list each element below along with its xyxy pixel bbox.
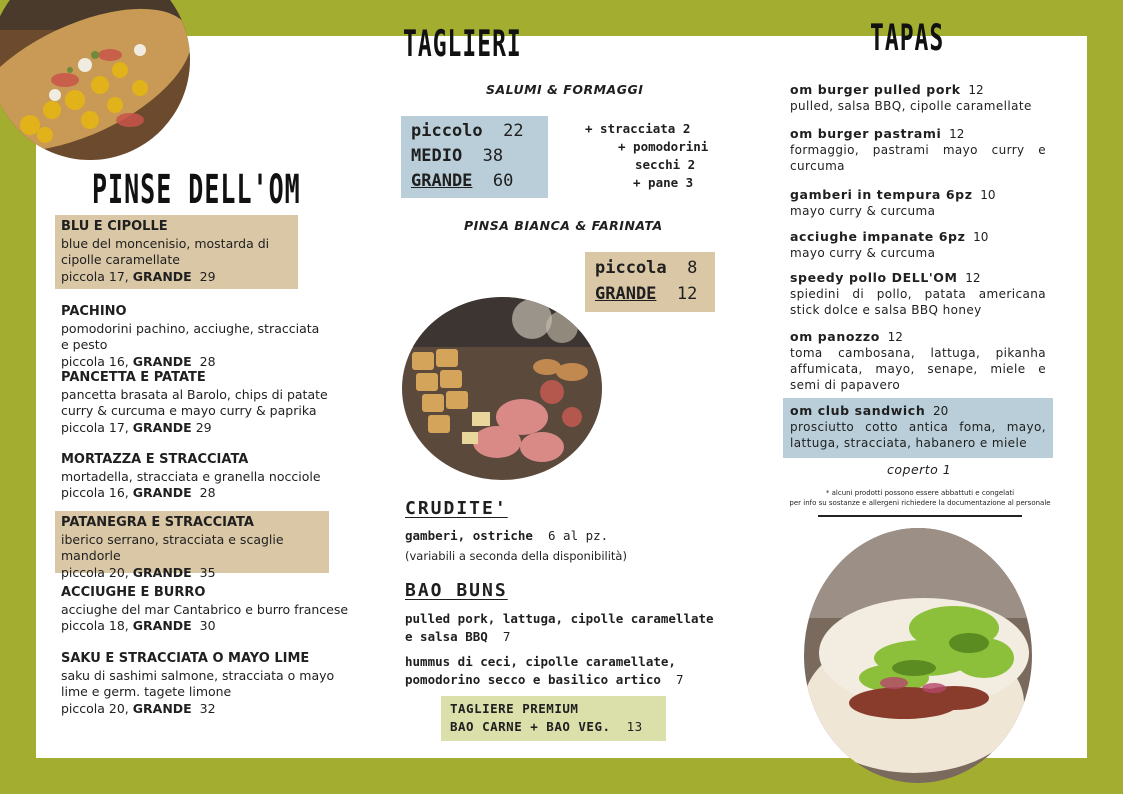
tagliere-size: piccolo 22 [411, 121, 524, 141]
pinsa-price: piccola 18, GRANDE 30 [61, 618, 216, 633]
bao-title: BAO BUNS [405, 580, 508, 601]
pinsa-item [55, 581, 355, 639]
pinsa-price: piccola 17, GRANDE 29 [61, 419, 212, 435]
pinse-section-title: PINSE DELL'OM [92, 166, 301, 213]
tagliere-size: MEDIO 38 [411, 146, 504, 166]
pinsa-name: PACHINO [61, 304, 127, 319]
pinsa-desc: mortadella, stracciata e granella nocciole [61, 468, 321, 484]
bao-item: hummus di ceci, cipolle caramellate, pomodorino secco e basilico artico 7 [405, 654, 684, 687]
crudite-title: CRUDITE' [405, 498, 508, 519]
premium-line: BAO CARNE + BAO VEG. 13 [450, 719, 643, 734]
tapas-item: om burger pastrami 12 formaggio, pastrami mayo curry e curcuma [790, 126, 1046, 173]
tagliere-size: GRANDE 60 [411, 171, 514, 191]
pinsa-item [55, 300, 335, 374]
taglieri-sizes-box [401, 116, 548, 198]
footer-note: * alcuni prodotti possono essere abbattuti e congelati per info su sostanze e allergeni richiedere la documentazione al personale [789, 489, 1051, 507]
taglieri-extras [585, 120, 708, 192]
pinsa-bianca-subtitle: PINSA BIANCA & FARINATA [464, 218, 663, 233]
extra-stracciata: + stracciata 2 [585, 121, 691, 136]
pinsa-price: piccola 17, GRANDE 29 [61, 268, 216, 284]
tapas-item: speedy pollo DELL'OM 12 spiedini di pollo, patata americana stick dolce e salsa BBQ honey [790, 270, 1046, 317]
tapas-item: om panozzo 12 toma cambosana, lattuga, pikanha affumicata, mayo, senape, miele e semi di papavero [790, 329, 1046, 392]
tapas-item: gamberi in tempura 6pz 10 mayo curry & curcuma [790, 187, 996, 218]
extra-pane: + pane 3 [633, 175, 694, 190]
pinsa-item [55, 366, 355, 440]
pinsa-name: ACCIUGHE E BURRO [61, 585, 206, 600]
pinsa-name: PATANEGRA E STRACCIATA [61, 515, 254, 530]
pinsa-bianca-size: GRANDE 12 [595, 284, 698, 304]
pinsa-name: SAKU E STRACCIATA O MAYO LIME [61, 651, 310, 666]
footer-divider [818, 515, 1022, 517]
crudite-note: (variabili a seconda della disponibilità) [405, 549, 627, 563]
bao-photo [804, 528, 1032, 783]
pinsa-desc: saku di sashimi salmone, stracciata o mayo lime e germ. tagete limone [61, 667, 335, 699]
extra-pomodorini: + pomodorini [618, 139, 709, 154]
pinsa-item [55, 448, 355, 506]
pinsa-name: PANCETTA E PATATE [61, 370, 206, 385]
pinsa-bianca-sizes-box [585, 252, 715, 312]
tapas-item: acciughe impanate 6pz 10 mayo curry & curcuma [790, 229, 989, 260]
pinsa-item [55, 647, 355, 721]
tapas-section-title: TAPAS [870, 18, 945, 60]
pinsa-desc: pancetta brasata al Barolo, chips di patate curry & curcuma e mayo curry & paprika [61, 386, 328, 418]
pinsa-price: piccola 20, GRANDE 32 [61, 700, 216, 716]
pinsa-desc: blue del moncenisio, mostarda di cipolle caramellate [61, 235, 270, 267]
bao-item: pulled pork, lattuga, cipolle caramellate e salsa BBQ 7 [405, 611, 714, 644]
coperto: coperto 1 [887, 462, 952, 477]
pinsa-price: piccola 20, GRANDE 35 [61, 564, 216, 580]
pinsa-name: MORTAZZA E STRACCIATA [61, 452, 249, 467]
pinsa-desc: acciughe del mar Cantabrico e burro francese [61, 601, 349, 617]
salumi-subtitle: SALUMI & FORMAGGI [486, 82, 644, 97]
crudite-item: gamberi, ostriche 6 al pz. [405, 528, 609, 543]
pinsa-price: piccola 16, GRANDE 28 [61, 353, 216, 369]
pinsa-desc: iberico serrano, stracciata e scaglie mandorle [61, 531, 284, 563]
tapas-item: om club sandwich 20 prosciutto cotto antica foma, mayo, lattuga, stracciata, habanero e miele [790, 403, 1046, 450]
pinsa-desc: pomodorini pachino, acciughe, stracciata e pesto [61, 320, 320, 352]
tagliere-premium-box [441, 696, 666, 741]
pinsa-item [55, 215, 298, 289]
premium-title: TAGLIERE PREMIUM [450, 701, 579, 716]
tapas-item: om burger pulled pork 12 pulled, salsa BBQ, cipolle caramellate [790, 82, 1032, 113]
tagliere-photo [402, 297, 602, 480]
pinsa-name: BLU E CIPOLLE [61, 219, 168, 234]
pinsa-price: piccola 16, GRANDE 28 [61, 485, 216, 500]
pinsa-bianca-size: piccola 8 [595, 258, 698, 278]
pinsa-item [55, 511, 329, 580]
extra-pomodorini-2: secchi 2 [635, 157, 696, 172]
taglieri-section-title: TAGLIERI [403, 24, 522, 66]
